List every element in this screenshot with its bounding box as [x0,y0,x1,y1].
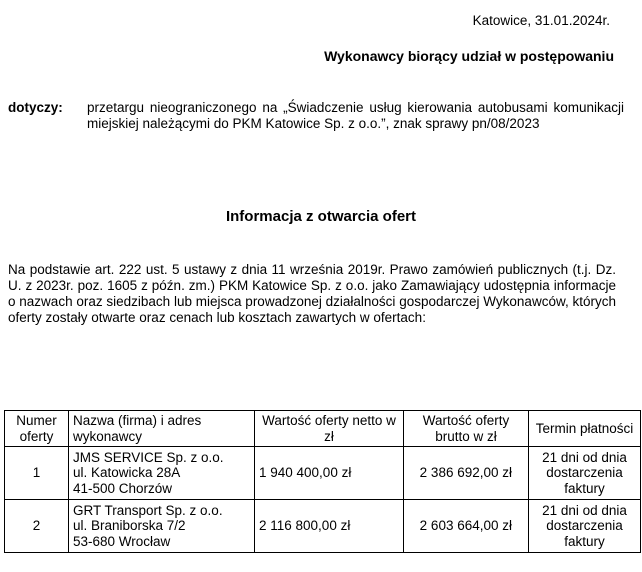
intro-paragraph: Na podstawie art. 222 ust. 5 ustawy z dnia 11 września 2019r. Prawo zamówień publicznych (t.j. Dz. U. z 2023r. poz. 1605 z późn. zm.) PKM Katowice Sp. z o.o. jako Zamawiający udostępnia informacje o nazwach oraz siedzibach lub miejsca prowadzonej działalności gospodarczej Wykonawców, których oferty zostały otwarte oraz cenach lub kosztach zawartych w ofertach: [8,262,616,325]
contractor-name: GRT Transport Sp. z o.o. [73,502,223,518]
contractor-street: ul. Katowicka 28A [73,465,181,481]
net-value: 2 116 800,00 zł [255,500,404,553]
gross-value: 2 386 692,00 zł [404,447,529,500]
contractor-city: 53-680 Wrocław [73,533,171,549]
regarding-label: dotyczy: [8,100,63,115]
header-offer-number: Numer oferty [5,411,69,447]
offers-table [4,410,641,553]
contractor-cell [69,447,255,500]
net-value: 1 940 400,00 zł [255,447,404,500]
header-contractor: Nazwa (firma) i adres wykonawcy [69,411,255,447]
header-payment-term: Termin płatności [529,411,641,447]
header-gross-value: Wartość oferty brutto w zł [404,411,529,447]
contractor-cell [69,500,255,553]
table-header-row [5,411,641,447]
payment-term: 21 dni od dnia dostarczenia faktury [529,500,641,553]
contractor-city: 41-500 Chorzów [73,480,173,496]
recipients-heading: Wykonawcy biorący udział w postępowaniu [324,48,614,64]
offer-number: 2 [5,500,69,553]
contractor-name: JMS SERVICE Sp. z o.o. [73,449,224,465]
gross-value: 2 603 664,00 zł [404,500,529,553]
table-row [5,500,641,553]
document-title: Informacja z otwarcia ofert [225,208,417,225]
contractor-street: ul. Braniborska 7/2 [73,518,186,534]
payment-term: 21 dni od dnia dostarczenia faktury [529,447,641,500]
header-net-value: Wartość oferty netto w zł [255,411,404,447]
table-row [5,447,641,500]
offer-number: 1 [5,447,69,500]
place-and-date: Katowice, 31.01.2024r. [472,13,610,28]
regarding-text: przetargu nieograniczonego na „Świadczenie usług kierowania autobusami komunikacji miejskiej należącymi do PKM Katowice Sp. z o.o.”, znak sprawy pn/08/2023 [87,100,624,131]
